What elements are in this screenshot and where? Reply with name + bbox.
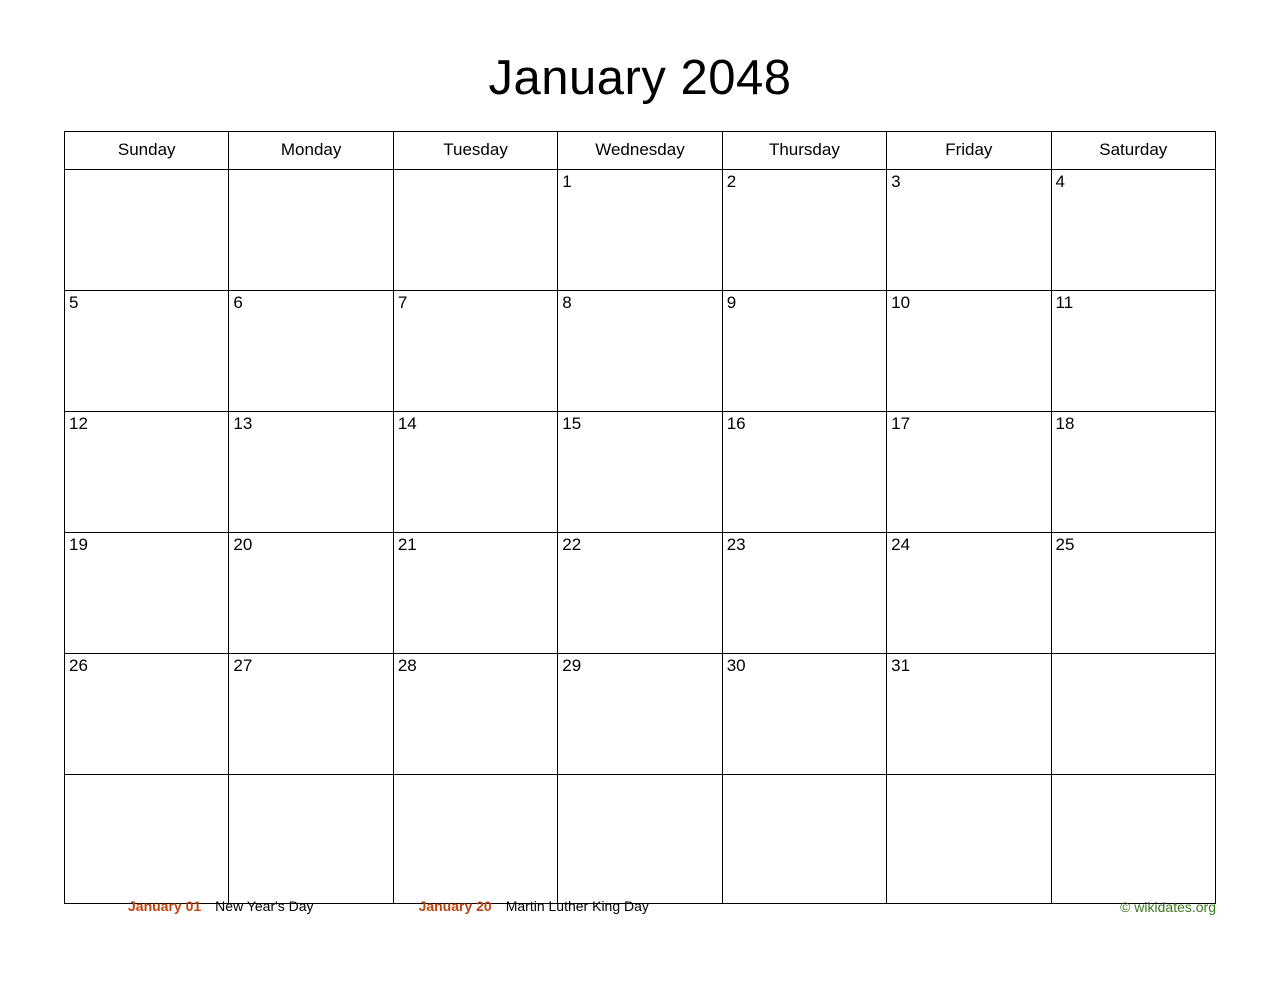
day-number: 11 xyxy=(1055,292,1074,312)
week-row xyxy=(65,290,1216,411)
day-cell[interactable] xyxy=(229,411,393,532)
calendar-table xyxy=(64,131,1216,904)
day-cell[interactable] xyxy=(558,290,722,411)
day-cell[interactable] xyxy=(393,169,557,290)
day-number: 24 xyxy=(891,534,911,554)
day-number: 19 xyxy=(69,534,88,554)
day-cell[interactable] xyxy=(1051,653,1215,774)
day-cell[interactable] xyxy=(558,532,722,653)
holiday-date: January 20 xyxy=(418,898,492,914)
day-number: 16 xyxy=(726,413,746,433)
day-cell[interactable] xyxy=(1051,532,1215,653)
day-cell[interactable] xyxy=(887,290,1051,411)
day-number: 31 xyxy=(891,655,911,675)
day-cell[interactable] xyxy=(722,169,886,290)
day-number: 3 xyxy=(891,171,901,191)
day-cell[interactable] xyxy=(393,532,557,653)
day-cell[interactable] xyxy=(722,290,886,411)
day-number: 8 xyxy=(562,292,572,312)
holiday-list xyxy=(128,898,649,914)
day-number: 1 xyxy=(562,171,572,191)
day-number: 2 xyxy=(726,171,737,191)
day-cell[interactable] xyxy=(65,411,229,532)
day-number: 10 xyxy=(891,292,911,312)
week-row xyxy=(65,653,1216,774)
week-row xyxy=(65,169,1216,290)
day-number: 9 xyxy=(726,292,737,312)
day-cell[interactable] xyxy=(393,774,557,903)
day-number: 7 xyxy=(397,292,408,312)
day-cell[interactable] xyxy=(722,532,886,653)
day-cell[interactable] xyxy=(722,774,886,903)
holiday-name: Martin Luther King Day xyxy=(505,898,649,914)
day-number: 26 xyxy=(69,655,88,675)
holiday-item xyxy=(128,898,314,914)
holiday-date: January 01 xyxy=(128,898,202,914)
day-number: 22 xyxy=(562,534,582,554)
day-cell[interactable] xyxy=(393,411,557,532)
copyright-icon: © xyxy=(1120,899,1131,915)
holiday-item xyxy=(419,898,649,914)
day-number: 5 xyxy=(69,292,79,312)
day-cell[interactable] xyxy=(65,653,229,774)
site-credit[interactable] xyxy=(1120,899,1216,915)
day-cell[interactable] xyxy=(722,411,886,532)
day-cell[interactable] xyxy=(1051,169,1215,290)
weekday-header-row xyxy=(65,131,1216,169)
day-cell[interactable] xyxy=(65,290,229,411)
day-cell[interactable] xyxy=(887,774,1051,903)
week-row xyxy=(65,411,1216,532)
day-cell[interactable] xyxy=(229,532,393,653)
weekday-header-thursday: Thursday xyxy=(722,131,886,169)
day-number: 6 xyxy=(233,292,243,312)
day-number: 21 xyxy=(397,534,417,554)
day-number: 29 xyxy=(562,655,582,675)
day-cell[interactable] xyxy=(65,774,229,903)
day-number: 27 xyxy=(233,655,253,675)
week-row xyxy=(65,774,1216,903)
day-number: 17 xyxy=(891,413,911,433)
weekday-header-sunday: Sunday xyxy=(65,131,229,169)
weekday-header-saturday: Saturday xyxy=(1051,131,1215,169)
day-number: 12 xyxy=(69,413,88,433)
calendar-container xyxy=(64,106,1216,904)
day-cell[interactable] xyxy=(229,653,393,774)
day-cell[interactable] xyxy=(229,290,393,411)
day-cell[interactable] xyxy=(65,169,229,290)
page-title: January 2048 xyxy=(488,51,792,105)
day-number: 30 xyxy=(726,655,746,675)
day-cell[interactable] xyxy=(722,653,886,774)
day-cell[interactable] xyxy=(558,169,722,290)
day-number: 20 xyxy=(233,534,253,554)
day-cell[interactable] xyxy=(887,411,1051,532)
day-number: 14 xyxy=(397,413,417,433)
week-row xyxy=(65,532,1216,653)
day-number: 23 xyxy=(726,534,746,554)
day-cell[interactable] xyxy=(558,774,722,903)
day-number: 15 xyxy=(562,413,582,433)
day-cell[interactable] xyxy=(65,532,229,653)
day-number: 25 xyxy=(1055,534,1075,554)
day-number: 4 xyxy=(1055,171,1065,191)
site-credit-label: wikidates.org xyxy=(1134,899,1216,915)
day-number: 13 xyxy=(233,413,253,433)
weekday-header-tuesday: Tuesday xyxy=(393,131,557,169)
day-cell[interactable] xyxy=(558,411,722,532)
day-cell[interactable] xyxy=(393,653,557,774)
day-cell[interactable] xyxy=(887,169,1051,290)
day-cell[interactable] xyxy=(229,774,393,903)
day-cell[interactable] xyxy=(558,653,722,774)
day-cell[interactable] xyxy=(393,290,557,411)
day-cell[interactable] xyxy=(887,532,1051,653)
day-cell[interactable] xyxy=(229,169,393,290)
day-cell[interactable] xyxy=(887,653,1051,774)
holiday-name: New Year's Day xyxy=(215,898,314,914)
footer xyxy=(0,898,1280,938)
day-number: 18 xyxy=(1055,413,1075,433)
weekday-header-wednesday: Wednesday xyxy=(558,131,722,169)
weekday-header-friday: Friday xyxy=(887,131,1051,169)
day-cell[interactable] xyxy=(1051,411,1215,532)
day-cell[interactable] xyxy=(1051,290,1215,411)
day-cell[interactable] xyxy=(1051,774,1215,903)
weekday-header-monday: Monday xyxy=(229,131,393,169)
day-number: 28 xyxy=(397,655,417,675)
